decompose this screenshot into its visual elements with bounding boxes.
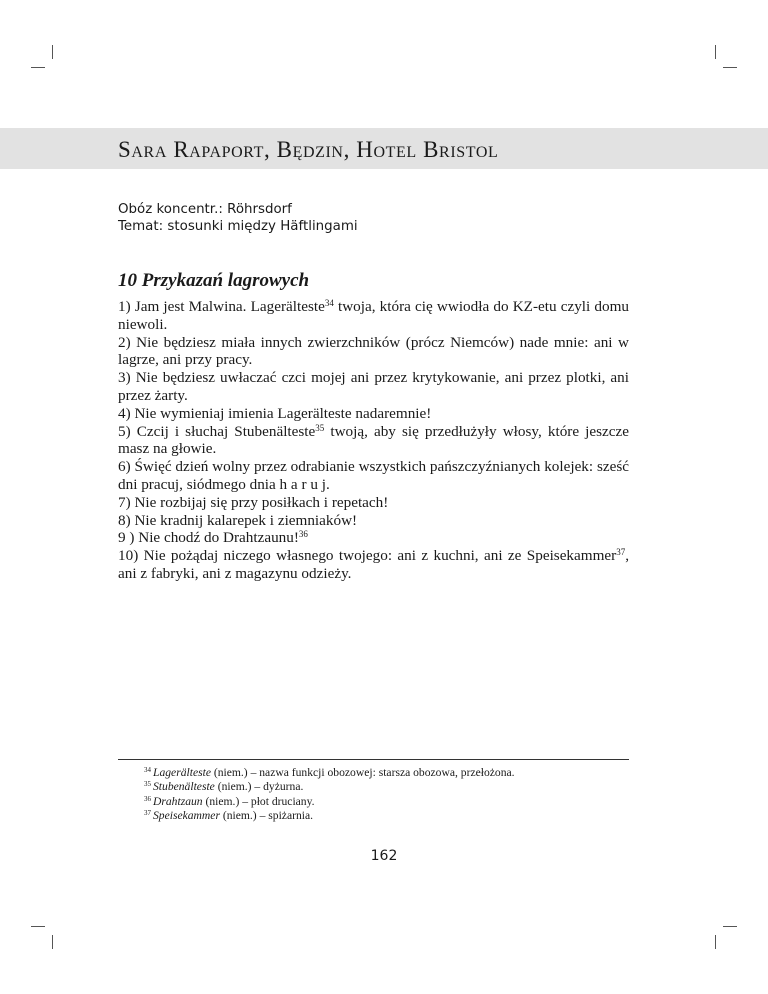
commandment-2: 2) Nie będziesz miała innych zwierzchników (prócz Niemców) nade mnie: ani w lagrze, ani przy pracy. bbox=[118, 333, 629, 369]
commandment-9: 9 ) Nie chodź do Drahtzaunu!$^{36}$ bbox=[118, 529, 308, 547]
commandment-1: 1) Jam jest Malwina. Lagerälteste$^{34}$ twoja, która cię wwiodła do KZ-etu czyli domu niewoli. bbox=[118, 298, 629, 333]
commandment-8: 8) Nie kradnij kalarepek i ziemniaków! bbox=[118, 511, 358, 529]
footnote-ref: 34 bbox=[324, 298, 334, 308]
commandment-5: 5) Czcij i słuchaj Stubenälteste$^{35}$ twoją, aby się przedłużyły włosy, które jeszcze masz na głowie. bbox=[118, 422, 630, 458]
chapter-title: Sara Rapaport, Będzin, Hotel Bristol bbox=[118, 137, 499, 162]
footnotes bbox=[144, 766, 515, 824]
commandment-6: 6) Święć dzień wolny przez odrabianie wszystkich pańszczyźnianych kolejek: sześć dni pracuj, siódmego dnia h a r u j. bbox=[118, 458, 629, 493]
footnote: $^{35}$ Stubenälteste (niem.) – dyżurna. bbox=[144, 780, 304, 794]
commandments-list bbox=[118, 298, 629, 583]
crop-mark bbox=[723, 926, 737, 927]
camp-line: Obóz koncentr.: Röhrsdorf bbox=[118, 202, 292, 217]
crop-mark bbox=[52, 45, 53, 59]
crop-mark bbox=[52, 935, 53, 949]
crop-mark bbox=[715, 935, 716, 949]
footnote-ref: 36 bbox=[298, 529, 308, 540]
commandment-10: 10) Nie pożądaj niczego własnego twojego: ani z kuchni, ani ze Speisekammer$^{37}$, ani z fabryki, ani z magazynu odzieży. bbox=[118, 547, 629, 582]
topic-line: Temat: stosunki między Häftlingami bbox=[118, 219, 358, 234]
section-heading: 10 Przykazań lagrowych bbox=[118, 270, 310, 291]
footnote-ref: 35 bbox=[315, 422, 325, 433]
page-number: 162 bbox=[370, 848, 398, 864]
commandment-7: 7) Nie rozbijaj się przy posiłkach i repetach! bbox=[118, 493, 389, 511]
footnote-divider bbox=[118, 759, 629, 760]
crop-mark bbox=[723, 67, 737, 68]
commandment-3: 3) Nie będziesz uwłaczać czci mojej ani przez krytykowanie, ani przez plotki, ani przez żarty. bbox=[118, 369, 629, 404]
commandment-4: 4) Nie wymieniaj imienia Lagerälteste nadaremnie! bbox=[118, 404, 432, 422]
document-meta bbox=[118, 201, 358, 235]
crop-mark bbox=[715, 45, 716, 59]
crop-mark bbox=[31, 926, 45, 927]
footnote-ref: 37 bbox=[616, 547, 626, 558]
footnote: $^{36}$ Drahtzaun (niem.) – płot druciany. bbox=[144, 794, 315, 808]
footnote: $^{34}$ Lagerälteste (niem.) – nazwa funkcji obozowej: starsza obozowa, przełożona. bbox=[144, 766, 515, 779]
footnote: $^{37}$ Speisekammer (niem.) – spiżarnia. bbox=[144, 809, 314, 823]
crop-mark bbox=[31, 67, 45, 68]
